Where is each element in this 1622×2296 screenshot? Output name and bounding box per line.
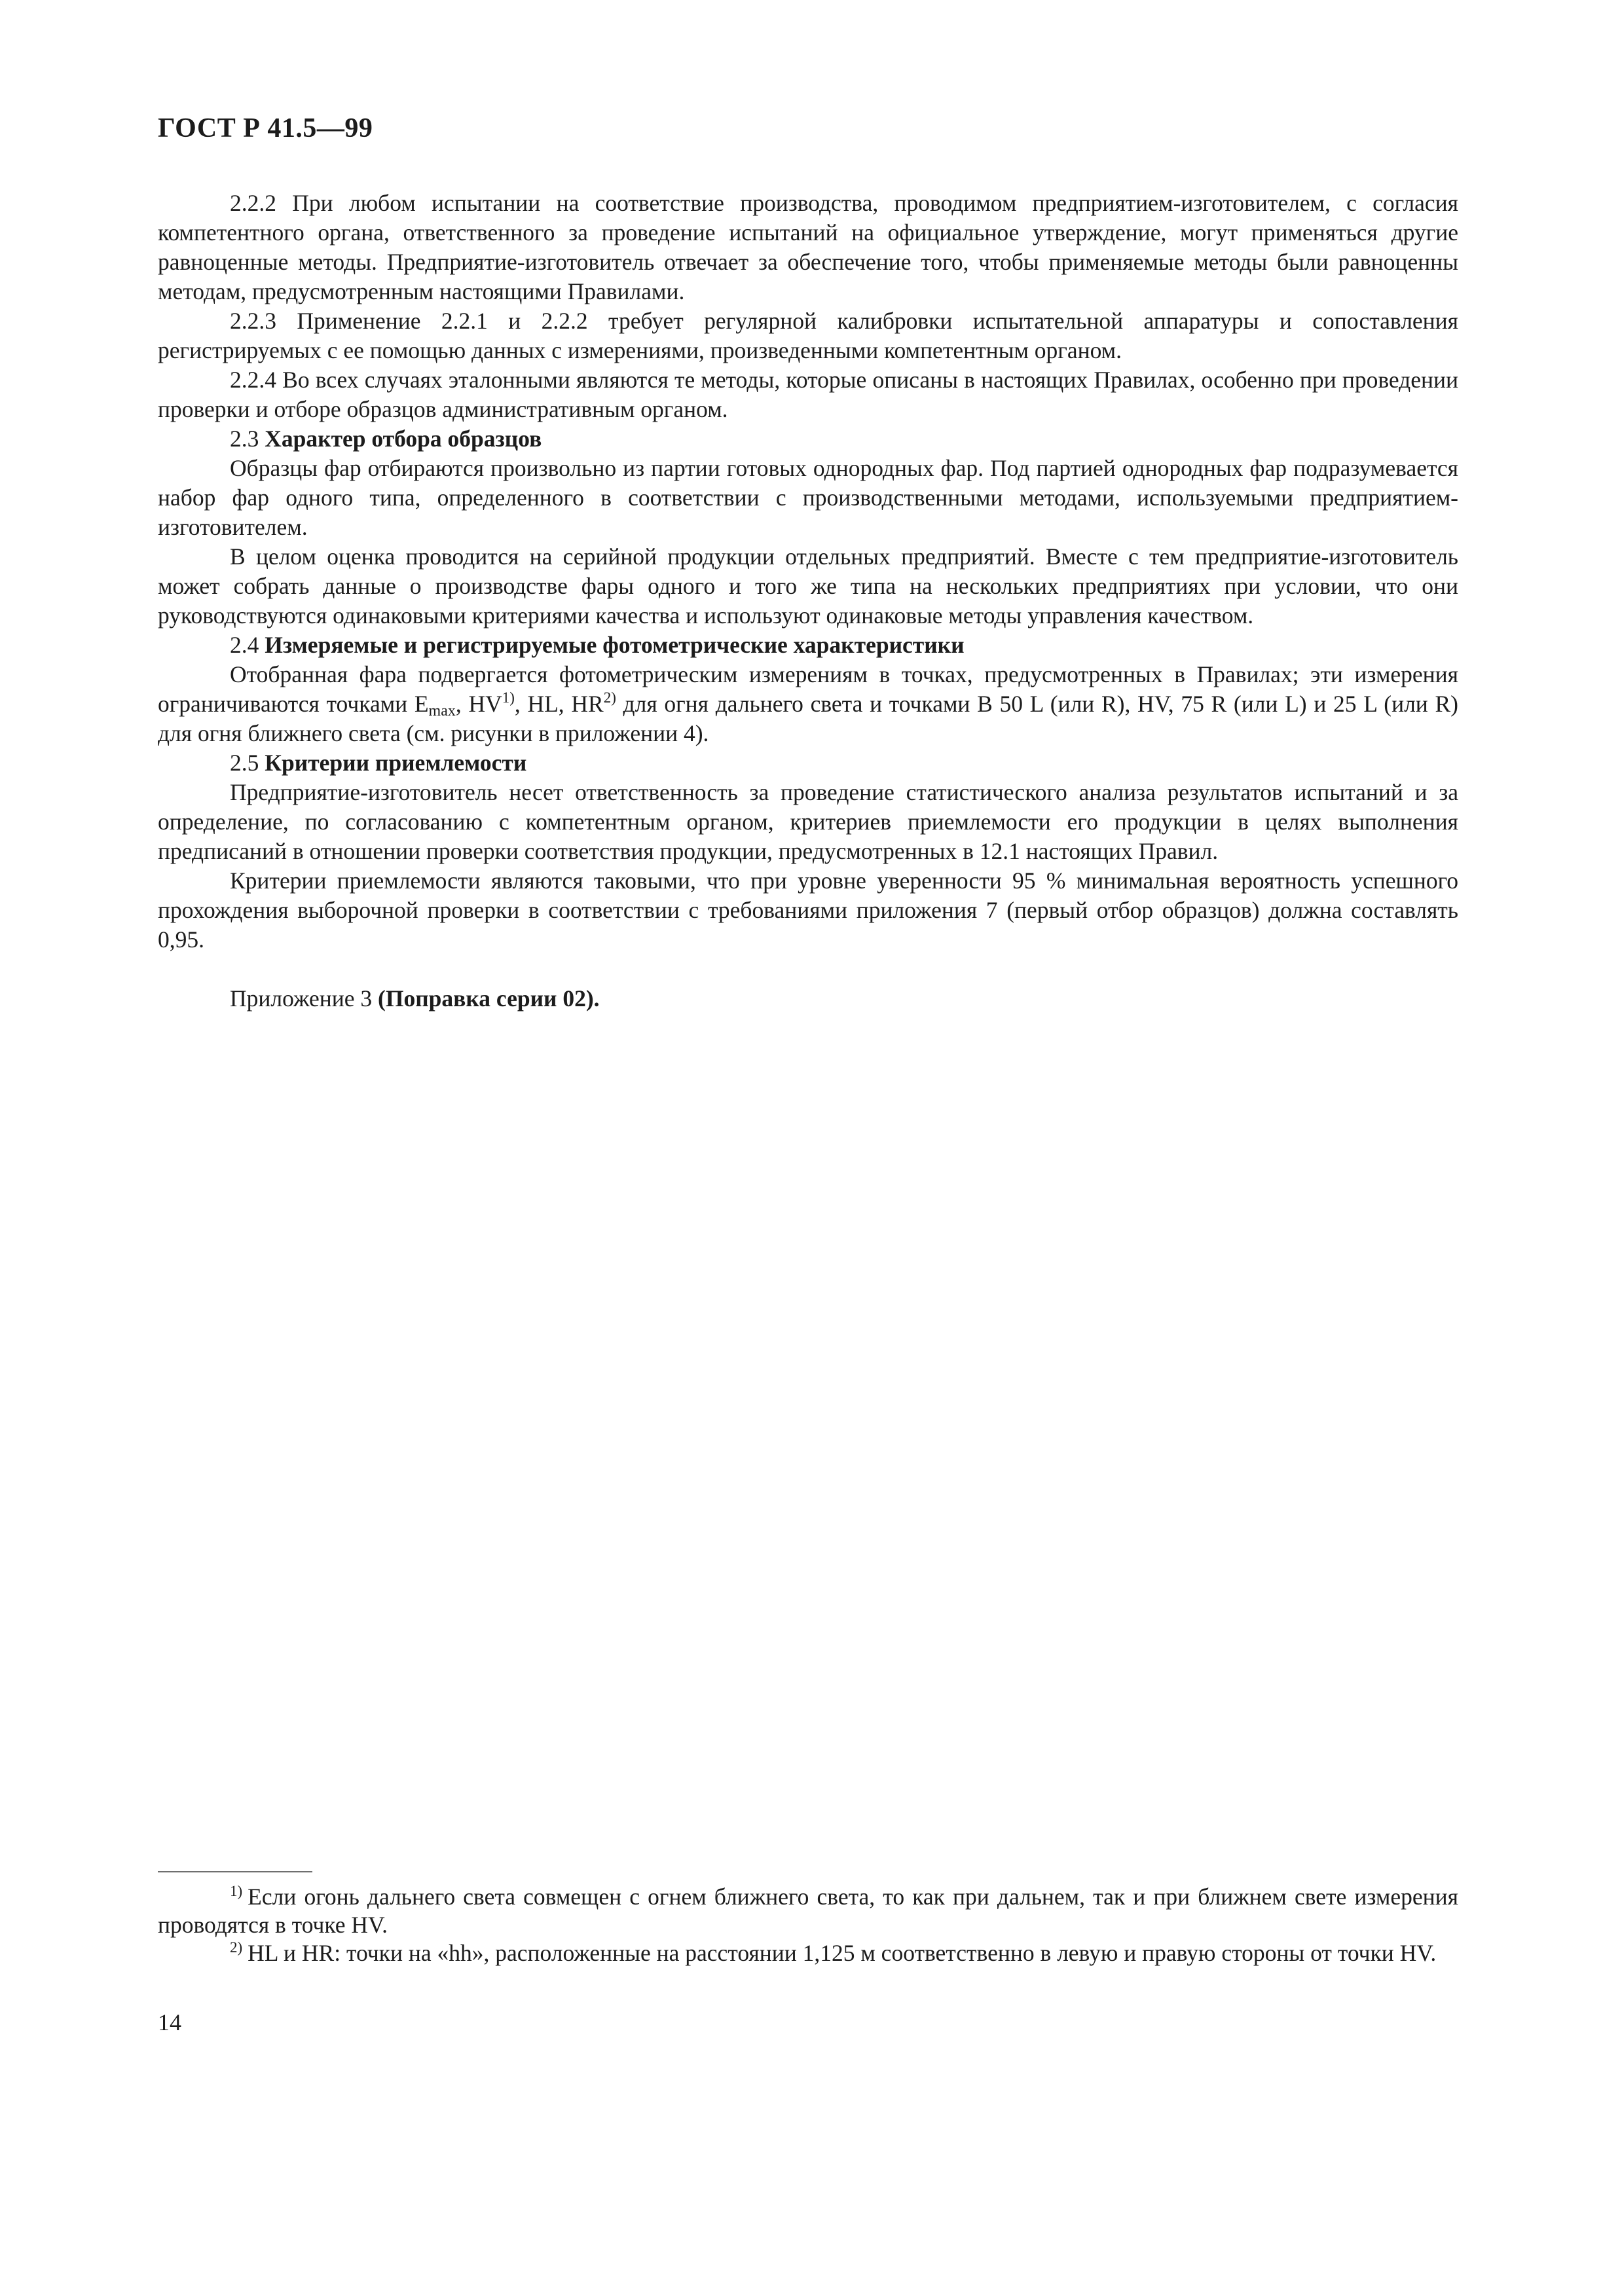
document-body <box>158 189 1458 1013</box>
footnote-1 <box>158 1883 1458 1939</box>
text-run: для огня дальнего света и точками B 50 L (или R), HV, 75 R (или L) и 25 L (или R) для огня ближнего света (см. рисунки в приложении 4). <box>158 691 1458 746</box>
paragraph-2-5-a: Предприятие-изготовитель несет ответственность за проведение статистического анализа результатов испытаний и за определение, по согласованию с компетентным органом, критериев приемлемости его продукции в целях выполнения предписаний в отношении проверки соответствия продукции, предусмотренных в 12.1 настоящих Правил. <box>158 779 1458 864</box>
footnote-ref-2[interactable]: 2) <box>603 689 616 706</box>
paragraph-2-3-a: Образцы фар отбираются произвольно из партии готовых однородных фар. Под партией однородных фар подразумевается набор фар одного типа, определенного в соответствии с производственными методами, используемыми предприятием-изготовителем. <box>158 455 1458 540</box>
section-title: Критерии приемлемости <box>265 750 527 776</box>
section-number: 2.4 <box>230 632 259 658</box>
footnote-text: HL и HR: точки на «hh», расположенные на расстоянии 1,125 м соответственно в левую и правую стороны от точки HV. <box>248 1940 1437 1966</box>
footnote-2 <box>158 1939 1458 1967</box>
section-title: Характер отбора образцов <box>265 426 542 452</box>
annex-note <box>158 984 1458 1013</box>
paragraph-2-5-b: Критерии приемлемости являются таковыми, что при уровне уверенности 95 % минимальная вероятность успешного прохождения выборочной проверки в соответствии с требованиями приложения 7 (первый отбор образцов) должна составлять 0,95. <box>158 867 1458 953</box>
page-number: 14 <box>158 2009 181 2035</box>
footnote-separator <box>158 1871 312 1872</box>
footnote-mark: 1) <box>230 1883 243 1899</box>
paragraph-2-4 <box>158 660 1458 748</box>
section-number: 2.3 <box>230 426 259 452</box>
paragraph-2-3-b: В целом оценка проводится на серийной продукции отдельных предприятий. Вместе с тем предприятие-изготовитель может собрать данные о производстве фары одного и того же типа на нескольких предприятиях при условии, что они руководствуются одинаковыми критериями качества и используют одинаковые методы управления качеством. <box>158 543 1458 629</box>
paragraph-2-2-4: 2.2.4 Во всех случаях эталонными являются те методы, которые описаны в настоящих Правилах, особенно при проведении проверки и отборе образцов административным органом. <box>158 367 1458 422</box>
annex-label: Приложение 3 <box>230 985 378 1011</box>
subscript: max <box>428 702 456 720</box>
paragraph-2-2-3: 2.2.3 Применение 2.2.1 и 2.2.2 требует регулярной калибровки испытательной аппаратуры и сопоставления регистрируемых с ее помощью данных с измерениями, произведенными компетентным органом. <box>158 308 1458 363</box>
section-heading-2-5 <box>158 748 1458 778</box>
footnote-ref-1[interactable]: 1) <box>502 689 515 706</box>
section-number: 2.5 <box>230 750 259 776</box>
document-header: ГОСТ Р 41.5—99 <box>158 113 373 143</box>
annex-amendment: (Поправка серии 02). <box>378 985 600 1011</box>
text-run: Отобранная фара подвергается фотометрическим измерениям в точках, предусмотренных в Правилах; эти измерения ограничиваются точками E <box>158 661 1458 717</box>
footnote-text: Если огонь дальнего света совмещен с огнем ближнего света, то как при дальнем, так и при ближнем свете измерения проводятся в точке HV. <box>158 1884 1458 1938</box>
section-title: Измеряемые и регистрируемые фотометрические характеристики <box>265 632 965 658</box>
text-run: , HL, HR <box>514 691 604 717</box>
text-run: , HV <box>455 691 502 717</box>
section-heading-2-3 <box>158 424 1458 454</box>
section-heading-2-4 <box>158 630 1458 660</box>
paragraph-2-2-2: 2.2.2 При любом испытании на соответствие производства, проводимом предприятием-изготовителем, с согласия компетентного органа, ответственного за проведение испытаний на официальное утверждение, могут применяться другие равноценные методы. Предприятие-изготовитель отвечает за обеспечение того, чтобы применяемые методы были равноценны методам, предусмотренным настоящими Правилами. <box>158 190 1458 304</box>
footnote-mark: 2) <box>230 1939 243 1956</box>
footnotes <box>158 1883 1458 1967</box>
